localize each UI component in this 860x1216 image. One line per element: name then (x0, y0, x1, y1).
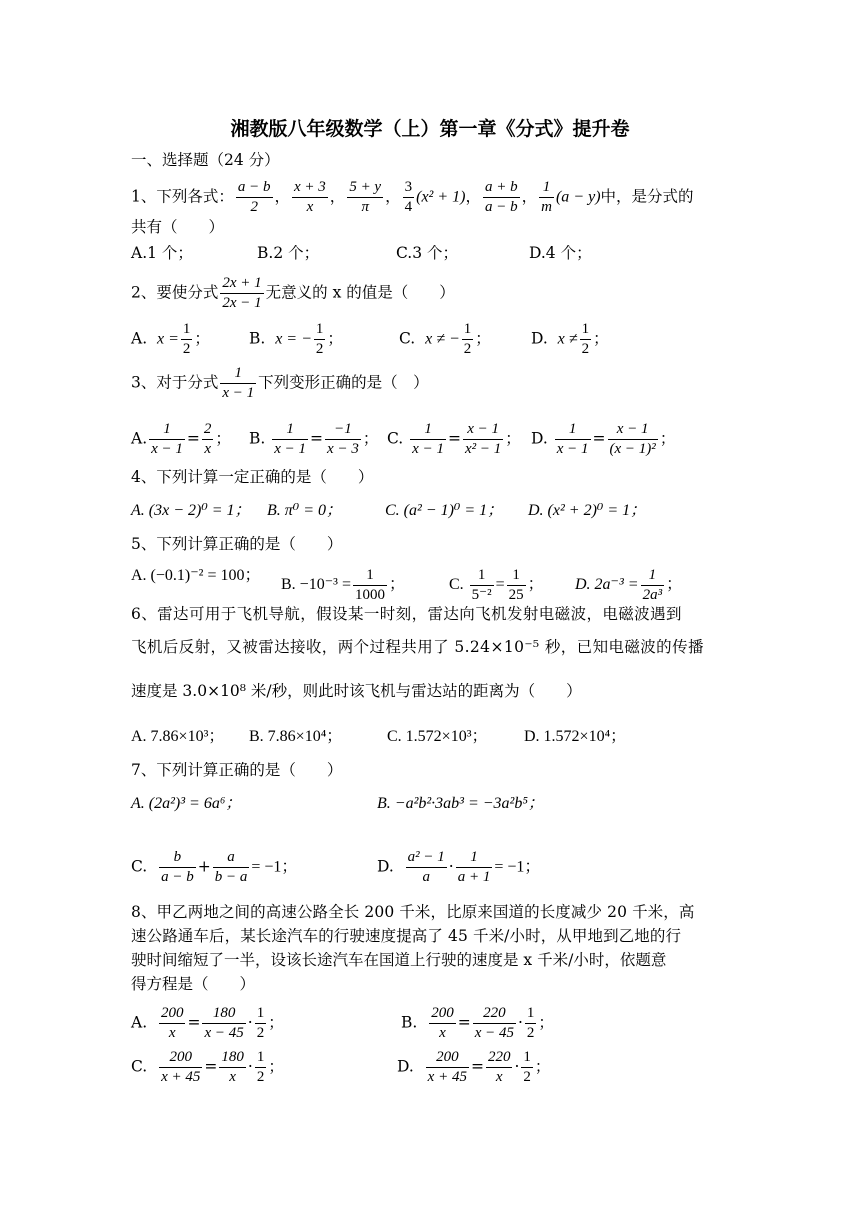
question-8-line4: 得方程是（ ） (131, 975, 256, 993)
option-c[interactable]: C. (a² − 1)⁰ = 1； (385, 502, 504, 519)
option-b[interactable]: B. 7.86×10⁴； (249, 728, 343, 745)
option-a[interactable]: A. 7.86×10³； (131, 728, 225, 745)
option-b[interactable]: B. π⁰ = 0； (267, 502, 343, 519)
option-d[interactable]: D.4 个； (529, 244, 592, 262)
question-4: 4、下列计算一定正确的是（ ） (131, 468, 374, 486)
section-heading: 一、选择题（24 分） (131, 151, 280, 169)
option-d[interactable]: D. $\frac{1}{x - 1}$ = $\frac{x - 1}{\text{(x − 1)²}}$ ； (531, 421, 676, 457)
question-2: 2、要使分式 $\frac{2x + 1}{2x - 1}$ 无意义的 x 的值是（ ） (131, 275, 455, 311)
option-d[interactable]: D. x ≠ $\frac{1}{2}$ ； (531, 321, 609, 357)
question-8-line1: 8、甲乙两地之间的高速公路全长 200 千米，比原来国道的长度减少 20 千米，高 (131, 903, 695, 921)
option-b[interactable]: B. −10⁻³ = $\frac{1}{1000}$ ； (281, 567, 405, 603)
option-a[interactable]: A. $\frac{1}{x - 1}$ = $\frac{2}{x}$ ； (131, 421, 231, 457)
question-1-line2: 共有（ ） (131, 218, 225, 236)
option-a[interactable]: A. (2a²)³ = 6a⁶； (131, 795, 242, 812)
option-b[interactable]: B. $\frac{1}{x - 1}$ = $\frac{-1}{x - 3}$ ； (249, 421, 379, 457)
option-c[interactable]: C. $\frac{200}{x + 45}$ = $\frac{180}{x}$ · $\frac{1}{2}$ ； (131, 1049, 284, 1085)
option-b[interactable]: B. x = − $\frac{1}{2}$ ； (249, 321, 343, 357)
option-a[interactable]: A. (3x − 2)⁰ = 1； (131, 502, 251, 519)
option-a[interactable]: A. x = $\frac{1}{2}$ ； (131, 321, 210, 357)
option-b[interactable]: B. −a²b²·3ab³ = −3a²b⁵； (377, 795, 544, 812)
question-3: 3、对于分式 $\frac{1}{x - 1}$ 下列变形正确的是（ ） (131, 365, 429, 401)
option-d[interactable]: D. $\frac{200}{x + 45}$ = $\frac{220}{x}$ · $\frac{1}{2}$ ； (397, 1049, 551, 1085)
question-1: 1、下列各式： $\frac{a - b}{2}$ ， $\frac{x + 3}{x}$ ， $\frac{5 + y}{\pi}$ ， $\frac{3}{4}$ (x² + 1)， $\frac{a + b}{a - b}$ ， $\frac{1}{m}$ (a − y)中，是分式的 (131, 179, 694, 215)
page-title: 湘教版八年级数学（上）第一章《分式》提升卷 (230, 118, 630, 140)
option-c[interactable]: C.3 个； (396, 244, 459, 262)
option-c[interactable]: C. $\frac{b}{a - b}$ + $\frac{a}{b - a}$ = −1； (131, 849, 298, 885)
option-a[interactable]: A. (−0.1)⁻² = 100； (131, 567, 261, 584)
option-b[interactable]: B. $\frac{200}{x}$ = $\frac{220}{x - 45}$ · $\frac{1}{2}$ ； (401, 1005, 554, 1041)
question-6-line1: 6、雷达可用于飞机导航，假设某一时刻，雷达向飞机发射电磁波，电磁波遇到 (131, 605, 682, 623)
option-a[interactable]: A.1 个； (131, 244, 193, 262)
question-6-line3: 速度是 3.0×10⁸ 米/秒，则此时该飞机与雷达站的距离为（ ） (131, 682, 582, 700)
option-a[interactable]: A. $\frac{200}{x}$ = $\frac{180}{x - 45}$ · $\frac{1}{2}$ ； (131, 1005, 284, 1041)
option-c[interactable]: C. $\frac{1}{\text{5⁻²}}$ = $\frac{1}{25}$ ； (449, 567, 544, 603)
question-8-line3: 驶时间缩短了一半，设该长途汽车在国道上行驶的速度是 x 千米/小时，依题意 (131, 951, 667, 969)
option-c[interactable]: C. x ≠ − $\frac{1}{2}$ ； (399, 321, 491, 357)
option-c[interactable]: C. 1.572×10³； (387, 728, 488, 745)
question-5: 5、下列计算正确的是（ ） (131, 535, 343, 553)
option-d[interactable]: D. (x² + 2)⁰ = 1； (528, 502, 647, 519)
option-d[interactable]: D. 2a⁻³ = $\frac{1}{\text{2a³}}$ ； (575, 567, 683, 603)
option-d[interactable]: D. $\frac{\text{a² − 1}}{a}$ · $\frac{1}{a + 1}$ = −1； (377, 849, 541, 885)
option-b[interactable]: B.2 个； (257, 244, 320, 262)
option-c[interactable]: C. $\frac{1}{x - 1}$ = $\frac{x - 1}{\text{x² − 1}}$ ； (387, 421, 521, 457)
question-7: 7、下列计算正确的是（ ） (131, 761, 343, 779)
option-d[interactable]: D. 1.572×10⁴； (524, 728, 627, 745)
question-6-line2: 飞机后反射，又被雷达接收，两个过程共用了 5.24×10⁻⁵ 秒，已知电磁波的传播 (131, 638, 704, 656)
question-8-line2: 速公路通车后，某长途汽车的行驶速度提高了 45 千米/小时，从甲地到乙地的行 (131, 927, 682, 945)
